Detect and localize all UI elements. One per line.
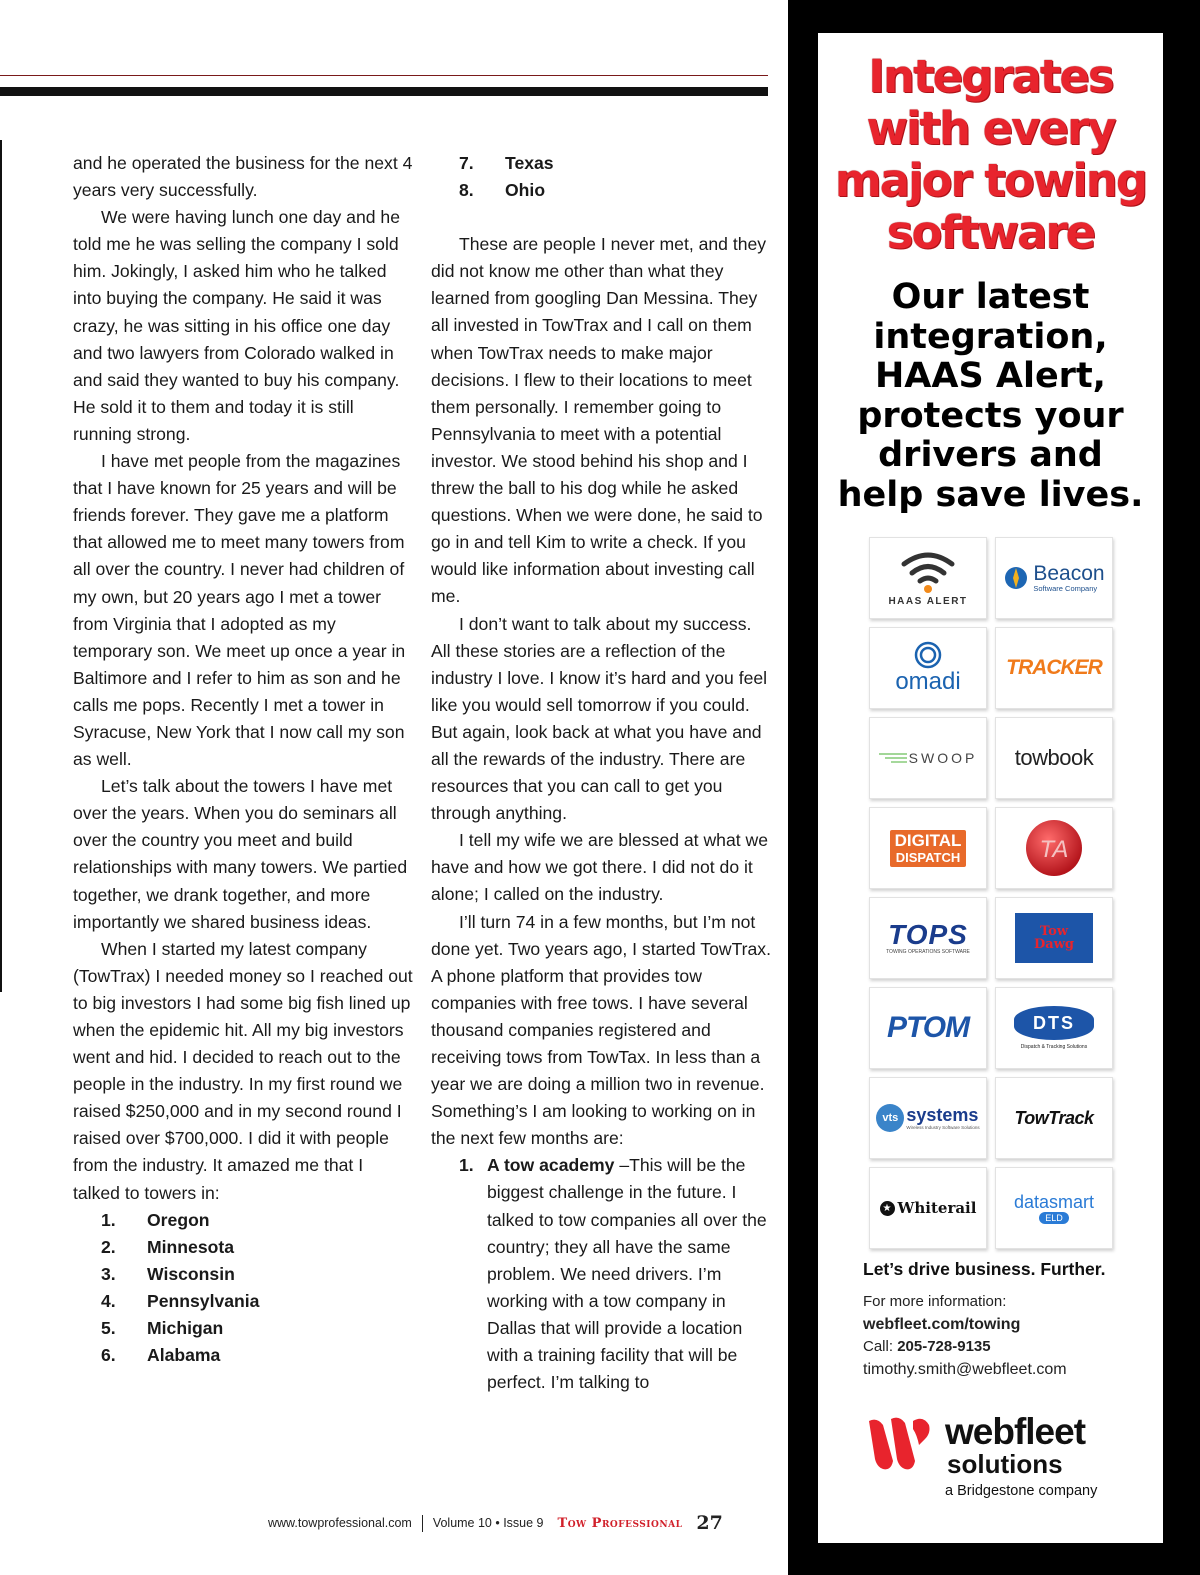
academy-title: A tow academy — [487, 1155, 615, 1176]
webfleet-logo: webfleet solutions a Bridgestone company — [863, 1411, 1123, 1521]
header-rule-thin — [0, 75, 768, 76]
partner-logo-grid — [869, 537, 1115, 1249]
paragraph: I don’t want to talk about my success. All these stories are a reflection of the industry I love. I know it’s hard and you feel like you would sell tomorrow if you could. But again, look back at what you have and all the rewards of the industry. There are resources that you can call to get you through anything. — [431, 613, 768, 824]
page-number: 27 — [696, 1512, 723, 1534]
list-item: 3. Wisconsin — [101, 1263, 235, 1284]
tow-dawg-logo: Tow Dawg — [995, 897, 1113, 979]
ad-email[interactable]: timothy.smith@webfleet.com — [863, 1360, 1067, 1378]
swoop-lines-icon — [879, 751, 909, 765]
wifi-icon — [898, 550, 958, 594]
haas-alert-logo: HAAS ALERT — [869, 537, 987, 619]
list-item: 2. Minnesota — [101, 1236, 234, 1257]
tracker-logo: TRACKER — [995, 627, 1113, 709]
article-column-2 — [431, 150, 771, 1396]
states-list — [431, 150, 771, 204]
article-column-1 — [73, 150, 413, 1369]
footer-issue: Volume 10 • Issue 9 — [432, 1516, 544, 1530]
header-rule-thick — [0, 87, 768, 96]
ta-badge — [1024, 818, 1084, 878]
webfleet-mark-icon — [863, 1411, 941, 1481]
paragraph: When I started my latest company (TowTrax) I needed money so I reached out to big investors I had some big fish lined up when the epidemic hit. All my big investors went and hid. I decided to reach out to the people in the industry. In my first round we raised $250,000 and in my second round I raised over $700,000. I did it with people from the industry. It amazed me that I talked to towers in: — [73, 938, 413, 1203]
list-item: 6. Alabama — [101, 1345, 221, 1366]
dts-logo: DTS Dispatch & Tracking Solutions — [995, 987, 1113, 1069]
page-footer — [268, 1512, 723, 1534]
whiterail-logo: ★ Whiterail — [869, 1167, 987, 1249]
digital-dispatch-logo: DIGITAL DISPATCH — [869, 807, 987, 889]
vts-systems-logo: vts systems Wireless Industry Software Solutions — [869, 1077, 987, 1159]
beacon-logo: Beacon Software Company — [995, 537, 1113, 619]
paragraph: Let’s talk about the towers I have met over the years. When you do seminars all over the country you meet and build relationships with many towers. We partied together, we drank together, and more importantly we shared business ideas. — [73, 776, 408, 932]
paragraph: and he operated the business for the next 4 years very successfully. — [73, 153, 413, 201]
page-edge-line — [0, 140, 2, 992]
ad-headline: Integrates with every major towing software — [834, 50, 1147, 259]
list-item: 8. Ohio — [459, 180, 546, 201]
tops-logo: TOPS TOWING OPERATIONS SOFTWARE — [869, 897, 987, 979]
towtrack-logo: TowTrack — [995, 1077, 1113, 1159]
ad-tagline: Let’s drive business. Further. — [863, 1259, 1106, 1279]
academy-item: 1. A tow academy –This will be the biggest challenge in the future. I talked to tow companies all over the country; they all have the same problem. We need drivers. I’m working with a tow company in Dallas that will provide a location with a training facility that will be perfect. I’m talking to — [459, 1155, 767, 1393]
ad-url[interactable]: webfleet.com/towing — [863, 1315, 1021, 1333]
ad-subheadline: Our latest integration, HAAS Alert, protects your drivers and help save lives. — [837, 277, 1144, 515]
footer-brand: Tow Professional — [557, 1515, 683, 1531]
paragraph: I’ll turn 74 in a few months, but I’m not done yet. Two years ago, I started TowTrax. A phone platform that provides tow companies with free tows. I have several thousand companies registered and receiving tows from TowTax. In less than a year we are doing a million two in revenue. Something’s I am looking to working on in the next few months are: — [431, 911, 771, 1149]
paragraph: We were having lunch one day and he told me he was selling the company I sold him. Jokingly, I asked him who he talked into buying the company. He said it was crazy, he was sitting in his office one day and two lawyers from Colorado walked in and said they wanted to buy his company. He sold it to them and today it is still running strong. — [73, 207, 400, 444]
datasmart-logo: datasmart ELD — [995, 1167, 1113, 1249]
footer-url[interactable]: www.towprofessional.com — [268, 1516, 412, 1530]
list-item: 7. Texas — [459, 153, 554, 173]
list-item: 5. Michigan — [101, 1318, 224, 1339]
list-item: 1. Oregon — [101, 1209, 210, 1230]
beacon-icon — [1003, 565, 1029, 591]
towbook-logo: towbook — [995, 717, 1113, 799]
ad-phone: Call: 205-728-9135 — [863, 1338, 991, 1356]
svg-text:TA: TA — [1039, 836, 1069, 863]
states-list — [73, 1207, 413, 1370]
ad-contact: For more information: webfleet.com/towing Call: 205-728-9135 timothy.smith@webfleet.com — [863, 1291, 1067, 1381]
ta-logo — [995, 807, 1113, 889]
omadi-icon — [914, 641, 942, 669]
star-icon: ★ — [880, 1201, 895, 1216]
swoop-logo: SWOOP — [869, 717, 987, 799]
webfleet-ad — [818, 33, 1163, 1543]
paragraph: I tell my wife we are blessed at what we have and how we got there. I did not do it alone; I called on the industry. — [431, 830, 768, 905]
academy-text: –This will be the biggest challenge in the future. I talked to tow companies all over the country; they all have the same problem. We need drivers. I’m working with a tow company in Dallas that will provide a location with a training facility that will be perfect. I’m talking to — [487, 1155, 767, 1393]
omadi-logo: omadi — [869, 627, 987, 709]
list-item: 4. Pennsylvania — [101, 1290, 260, 1311]
ptom-logo: PTOM — [869, 987, 987, 1069]
paragraph: These are people I never met, and they did not know me other than what they learned from googling Dan Messina. They all invested in TowTrax and I call on them when TowTrax needs to make major decisions. I flew to their locations to meet them personally. I remember going to Pennsylvania to meet with a potential investor. We stood behind his shop and I threw the ball to his dog while he asked questions. When we were done, he said to go in and tell Kim to write a check. If you would like information about investing call me. — [431, 234, 767, 607]
paragraph: I have met people from the magazines that I have known for 25 years and will be friends forever. They gave me a platform that allowed me to meet many towers from all over the country. I never had children of my own, but 20 years ago I met a tower from Virginia that I adopted as my temporary son. We meet up once a year in Baltimore and I refer to him as son and he calls me pops. Recently I met a tower in Syracuse, New York that I now call my son as well. — [73, 451, 406, 770]
